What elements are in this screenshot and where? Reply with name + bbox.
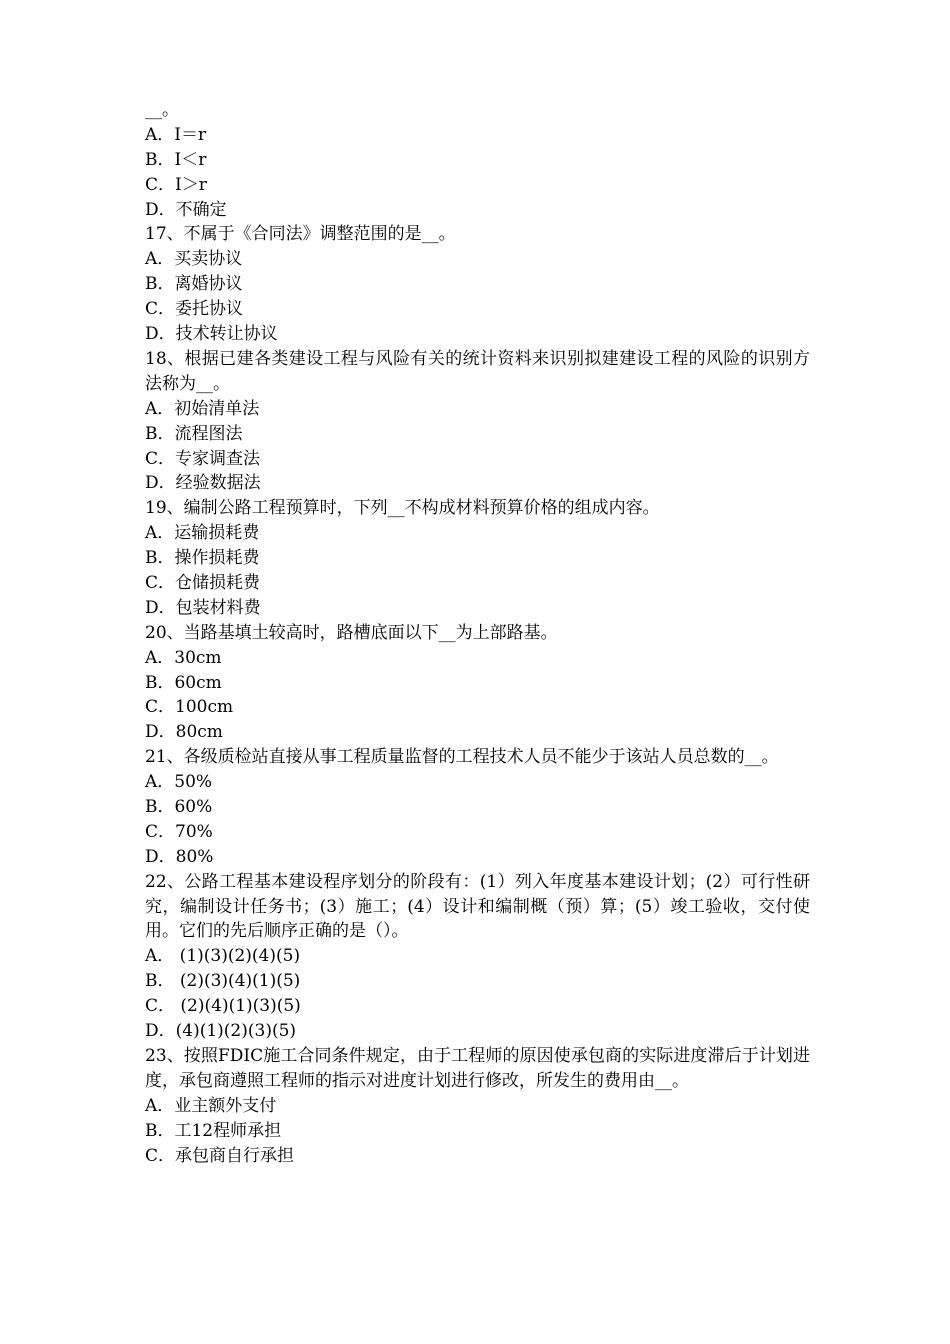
text-line: B．工12程师承担: [145, 1120, 282, 1141]
text-line: A．运输损耗费: [145, 523, 260, 544]
text-line: D．80%: [145, 846, 214, 867]
text-line: A．I＝r: [145, 124, 207, 145]
text-line: C．70%: [145, 821, 213, 842]
text-line: A．买卖协议: [145, 249, 243, 270]
text-line: B．I＜r: [145, 149, 207, 170]
text-line: B．流程图法: [145, 423, 243, 444]
text-line: 22、公路工程基本建设程序划分的阶段有：(1）列入年度基本建设计划；(2）可行性研究，编制设计任务书；(3）施工；(4）设计和编制概（预）算；(5）竣工验收，交付使用。它们的先后顺序正确的是（）。: [145, 871, 810, 942]
text-line: B．60%: [145, 796, 213, 817]
text-line: C．专家调查法: [145, 448, 261, 469]
text-line: 18、根据已建各类建设工程与风险有关的统计资料来识别拟建建设工程的风险的识别方法称为__。: [145, 348, 810, 394]
text-line: C． (2)(4)(1)(3)(5): [145, 996, 301, 1017]
text-line: C．仓储损耗费: [145, 572, 261, 593]
text-line: A．业主额外支付: [145, 1095, 277, 1116]
text-line: A．初始清单法: [145, 398, 260, 419]
text-line: D．(4)(1)(2)(3)(5): [145, 1021, 297, 1042]
text-line: 21、各级质检站直接从事工程质量监督的工程技术人员不能少于该站人员总数的__。: [145, 747, 779, 768]
text-line: 19、编制公路工程预算时，下列__不构成材料预算价格的组成内容。: [145, 498, 660, 519]
text-line: D．经验数据法: [145, 473, 261, 494]
text-line: 17、不属于《合同法》调整范围的是__。: [145, 224, 456, 245]
text-line: 20、当路基填土较高时，路槽底面以下__为上部路基。: [145, 622, 558, 643]
text-line: B．操作损耗费: [145, 548, 260, 569]
text-line: D．不确定: [145, 199, 227, 220]
document-page: [145, 98, 810, 1168]
text-line: 23、按照FDIC施工合同条件规定，由于工程师的原因使承包商的实际进度滞后于计划进度，承包商遵照工程师的指示对进度计划进行修改，所发生的费用由__。: [145, 1045, 810, 1091]
text-line: D．80cm: [145, 722, 223, 743]
text-line: B．离婚协议: [145, 274, 243, 295]
text-line: B．60cm: [145, 672, 222, 693]
text-line: C．I＞r: [145, 174, 207, 195]
text-line: D．技术转让协议: [145, 324, 278, 345]
text-line: __。: [145, 100, 179, 120]
text-line: A．30cm: [145, 647, 222, 668]
text-line: A． (1)(3)(2)(4)(5): [145, 946, 301, 967]
text-line: C．委托协议: [145, 299, 244, 320]
text-line: C．100cm: [145, 697, 234, 718]
text-line: A．50%: [145, 772, 213, 793]
text-line: D．包装材料费: [145, 597, 261, 618]
text-line: C．承包商自行承担: [145, 1145, 295, 1166]
text-line: B． (2)(3)(4)(1)(5): [145, 971, 301, 992]
